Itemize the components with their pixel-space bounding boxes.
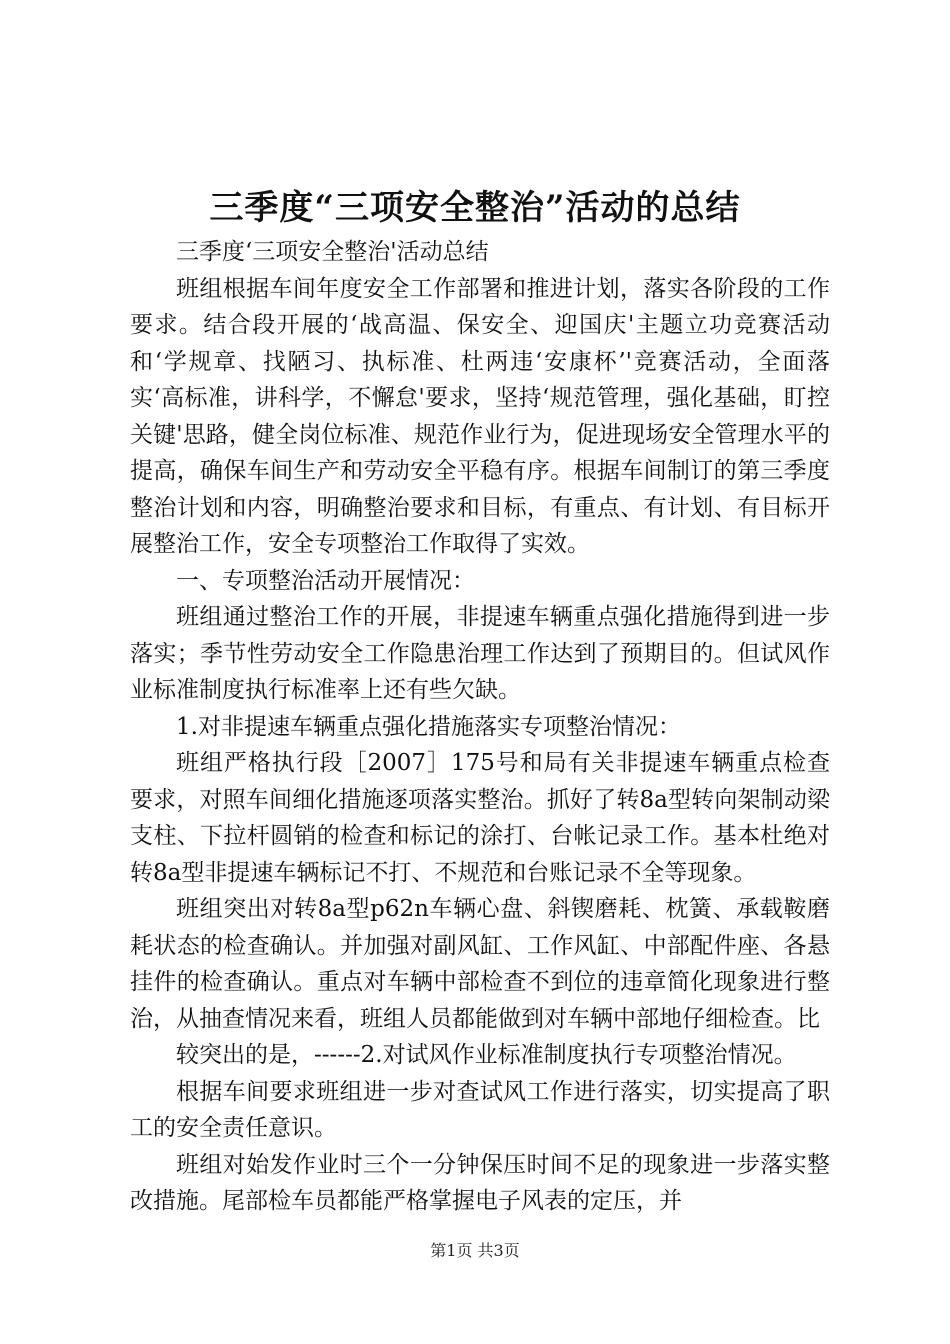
page-number-footer: 第1页 共3页 (430, 1241, 520, 1260)
body-paragraph: 较突出的是，------2.对试风作业标准制度执行专项整治情况。 (176, 1042, 797, 1068)
body-paragraph: 根据车间要求班组进一步对查试风工作进行落实，切实提高了职工的安全责任意识。 (130, 1078, 830, 1141)
section-heading: 一、专项整治活动开展情况： (176, 567, 475, 594)
body-paragraph: 班组严格执行段［2007］175号和局有关非提速车辆重点检查要求，对照车间细化措施逐项落实整治。抓好了转8a型转向架制动梁支柱、下拉杆圆销的检查和标记的涂打、台帐记录工作。基本杜绝对转8a型非提速车辆标记不打、不规范和台账记录不全等现象。 (130, 750, 830, 886)
body-paragraph: 班组突出对转8a型p62n车辆心盘、斜锲磨耗、枕簧、承载鞍磨耗状态的检查确认。并加强对副风缸、工作风缸、中部配件座、各悬挂件的检查确认。重点对车辆中部检查不到位的违章简化现象进行整治，从抽查情况来看，班组人员都能做到对车辆中部地仔细检查。比 (130, 896, 830, 1032)
subsection-heading: 1.对非提速车辆重点强化措施落实专项整治情况： (176, 713, 681, 740)
body-paragraph: 班组对始发作业时三个一分钟保压时间不足的现象进一步落实整改措施。尾部检车员都能严格掌握电子风表的定压，并 (130, 1151, 830, 1214)
document-title: 三季度“三项安全整治”活动的总结 (209, 188, 741, 228)
intro-paragraph: 班组根据车间年度安全工作部署和推进计划，落实各阶段的工作要求。结合段开展的‘战高温、保安全、迎国庆'主题立功竞赛活动和‘学规章、找陋习、执标准、杜两违‘安康杯’'竞赛活动，全面落实‘高标准，讲科学，不懈怠'要求，坚持‘规范管理，强化基础，盯控关键'思路，健全岗位标准、规范作业行为，促进现场安全管理水平的提高，确保车间生产和劳动安全平稳有序。根据车间制订的第三季度整治计划和内容，明确整治要求和目标，有重点、有计划、有目标开展整治工作，安全专项整治工作取得了实效。 (130, 275, 830, 557)
body-paragraph: 班组通过整治工作的开展，非提速车辆重点强化措施得到进一步落实；季节性劳动安全工作隐患治理工作达到了预期目的。但试风作业标准制度执行标准率上还有些欠缺。 (130, 604, 830, 703)
document-body (130, 234, 830, 1220)
subtitle-paragraph: 三季度‘三项安全整治'活动总结 (176, 239, 489, 265)
